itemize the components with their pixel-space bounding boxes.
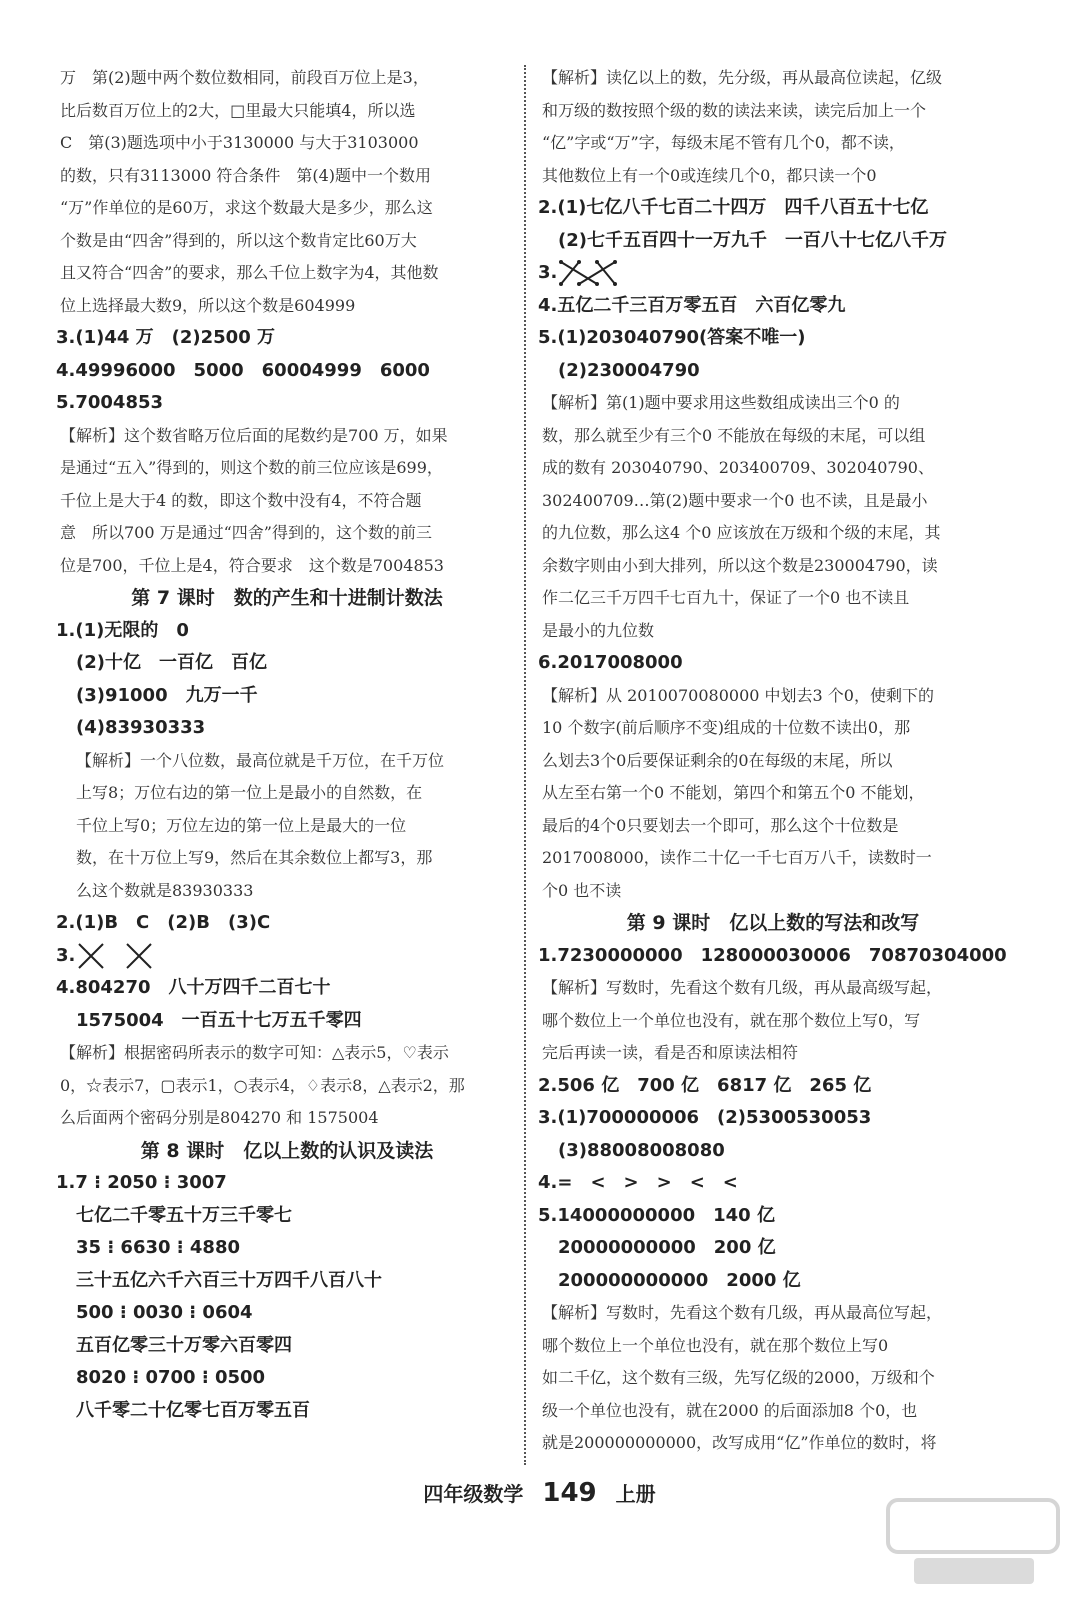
- answer-line: 200000000000 2000 亿: [558, 1269, 801, 1291]
- answer-line: (2)十亿 一百亿 百亿: [76, 652, 267, 673]
- analysis-line: 【解析】写数时，先看这个数有几级，再从最高级写起，: [542, 978, 943, 997]
- footer-volume: 上册: [615, 1482, 656, 1506]
- analysis-line: 10 个数字(前后顺序不变)组成的十位数不读出0，那: [542, 718, 911, 737]
- analysis-line: 级一个单位也没有，就在2000 的后面添加8 个0，也: [542, 1400, 918, 1420]
- answer-line: 五百亿零三十万零六百零四: [76, 1334, 292, 1356]
- answer-line: 2.(1)B C (2)B (3)C: [56, 912, 271, 933]
- answer-line: 三十五亿六千六百三十万四千八百八十: [76, 1269, 382, 1291]
- analysis-line: 个0 也不读: [542, 880, 622, 900]
- analysis-line: 么这个数就是83930333: [76, 880, 254, 900]
- analysis-line: 是最小的九位数: [542, 620, 655, 640]
- answer-line: 8020 ⁝ 0700 ⁝ 0500: [76, 1367, 266, 1388]
- answer-line: 4.49996000 5000 60004999 6000: [56, 359, 430, 381]
- analysis-line: 意 所以700 万是通过“四舍”得到的，这个数的前三: [60, 523, 432, 542]
- matching-lines-diagram: [557, 258, 627, 288]
- analysis-line: 【解析】写数时，先看这个数有几级，再从最高位写起，: [542, 1303, 943, 1322]
- page-number: 149: [542, 1478, 597, 1508]
- matching-lines-diagram: [75, 941, 175, 971]
- analysis-line: 和万级的数按照个级的数的读法来读，读完后加上一个: [542, 100, 927, 120]
- answer-line: 6.2017008000: [538, 652, 683, 673]
- answer-line: 35 ⁝ 6630 ⁝ 4880: [76, 1237, 240, 1258]
- analysis-line: 的数，只有3113000 符合条件 第(4)题中一个数用: [60, 165, 432, 185]
- answer-line: 5.14000000000 140 亿: [538, 1204, 775, 1226]
- answer-line: 八千零二十亿零七百万零五百: [76, 1399, 310, 1421]
- answer-line: 4.804270 八十万四千二百七十: [56, 977, 331, 998]
- answer-line: 500 ⁝ 0030 ⁝ 0604: [76, 1302, 253, 1323]
- answer-line: 5.(1)203040790(答案不唯一): [538, 327, 806, 348]
- answer-line: 七亿二千零五十万三千零七: [76, 1204, 292, 1226]
- matching-label: 3.: [56, 944, 76, 966]
- analysis-line: 么后面两个密码分别是804270 和 1575004: [60, 1108, 379, 1127]
- analysis-line: 上写8；万位右边的第一位上是最小的自然数，在: [76, 783, 423, 802]
- analysis-line: 从左至右第一个0 不能划，第四个和第五个0 不能划，: [542, 783, 925, 802]
- answer-line: (3)91000 九万一千: [76, 684, 258, 706]
- matching-answer: [538, 257, 1008, 290]
- analysis-line: 完后再读一读，看是否和原读法相符: [542, 1043, 799, 1062]
- answer-line: (3)88008008080: [558, 1139, 725, 1161]
- analysis-line: “亿”字或“万”字，每级末尾不管有几个0，都不读，: [542, 133, 905, 152]
- analysis-line: 其他数位上有一个0或连续几个0，都只读一个0: [542, 165, 877, 185]
- answer-line: 1.7230000000 128000030006 70870304000: [538, 944, 1007, 966]
- footer-grade: 四年级数学: [423, 1482, 524, 1506]
- answer-line: (2)七千五百四十一万九千 一百八十七亿八千万: [558, 229, 947, 251]
- analysis-line: 位是700，千位上是4，符合要求 这个数是7004853: [60, 555, 444, 575]
- analysis-line: “万”作单位的是60万，求这个数最大是多少，那么这: [60, 198, 433, 217]
- analysis-line: 数，那么就至少有三个0 不能放在每级的末尾，可以组: [542, 425, 926, 445]
- lesson-heading: 第 7 课时 数的产生和十进制计数法: [131, 587, 443, 609]
- answer-line: 5.7004853: [56, 392, 164, 413]
- answer-line: 4.五亿二千三百万零五百 六百亿零九: [538, 294, 846, 316]
- analysis-line: 2017008000，读作二十亿一千七百万八千，读数时一: [542, 848, 932, 867]
- analysis-line: 【解析】根据密码所表示的数字可知：△表示5，♡表示: [60, 1043, 449, 1062]
- answer-line: 2.506 亿 700 亿 6817 亿 265 亿: [538, 1074, 872, 1096]
- analysis-line: 万 第(2)题中两个数位数相同，前段百万位上是3，: [60, 68, 429, 87]
- left-column: [56, 62, 518, 1427]
- answer-line: 3.(1)700000006 (2)5300530053: [538, 1107, 872, 1128]
- answer-line: 1575004 一百五十七万五千零四: [76, 1009, 362, 1031]
- analysis-line: 0，☆表示7，▢表示1，○表示4，♢表示8，△表示2，那: [60, 1075, 465, 1095]
- analysis-line: 个数是由“四舍”得到的，所以这个数肯定比60万大: [60, 230, 417, 250]
- analysis-line: 【解析】读亿以上的数，先分级，再从最高位读起，亿级: [542, 68, 943, 87]
- lesson-heading: 第 9 课时 亿以上数的写法和改写: [626, 912, 920, 934]
- answer-line: 4.= < > > < <: [538, 1172, 738, 1193]
- analysis-line: 比后数百万位上的2大，□里最大只能填4，所以选: [60, 100, 416, 120]
- analysis-line: 位上选择最大数9，所以这个数是604999: [60, 295, 356, 315]
- answer-line: 20000000000 200 亿: [558, 1237, 776, 1258]
- right-column: [538, 62, 1008, 1460]
- analysis-line: 的九位数，那么这4 个0 应该放在万级和个级的末尾，其: [542, 523, 941, 542]
- analysis-line: 就是200000000000，改写成用“亿”作单位的数时，将: [542, 1433, 937, 1452]
- analysis-line: 【解析】一个八位数，最高位就是千万位，在千万位: [76, 750, 445, 770]
- analysis-line: 千位上是大于4 的数，即这个数中没有4，不符合题: [60, 490, 422, 510]
- analysis-line: 最后的4个0只要划去一个即可，那么这个十位数是: [542, 815, 899, 835]
- matching-answer: [56, 940, 518, 973]
- answer-line: 3.(1)44 万 (2)2500 万: [56, 327, 275, 348]
- analysis-line: 【解析】从 2010070080000 中划去3 个0，使剩下的: [542, 685, 934, 705]
- analysis-line: 如二千亿，这个数有三级，先写亿级的2000，万级和个: [542, 1368, 935, 1387]
- analysis-line: 且又符合“四舍”的要求，那么千位上数字为4，其他数: [60, 263, 439, 282]
- answer-line: (2)230004790: [558, 359, 700, 381]
- answer-line: 2.(1)七亿八千七百二十四万 四千八百五十七亿: [538, 197, 929, 218]
- lesson-heading: 第 8 课时 亿以上数的认识及读法: [140, 1139, 434, 1162]
- analysis-line: 【解析】第(1)题中要求用这些数组成读出三个0 的: [542, 393, 900, 412]
- answer-line: 1.7 ⁝ 2050 ⁝ 3007: [56, 1172, 227, 1193]
- analysis-line: 数，在十万位上写9，然后在其余数位上都写3，那: [76, 848, 433, 867]
- analysis-line: 成的数有 203040790、203400709、302040790、: [542, 458, 934, 477]
- answer-line: 1.(1)无限的 0: [56, 619, 189, 641]
- analysis-line: 千位上写0；万位左边的第一位上是最大的一位: [76, 815, 407, 835]
- analysis-line: 余数字则由小到大排列，所以这个数是230004790，读: [542, 555, 938, 575]
- analysis-line: 是通过“五入”得到的，则这个数的前三位应该是699，: [60, 458, 443, 477]
- analysis-line: 哪个数位上一个单位也没有，就在那个数位上写0，写: [542, 1010, 921, 1030]
- column-divider: [524, 65, 526, 1465]
- analysis-line: 【解析】这个数省略万位后面的尾数约是700 万，如果: [60, 425, 448, 445]
- analysis-line: 么划去3个0后要保证剩余的0在每级的末尾，所以: [542, 750, 893, 770]
- analysis-line: 哪个数位上一个单位也没有，就在那个数位上写0: [542, 1335, 889, 1355]
- analysis-line: C 第(3)题选项中小于3130000 与大于3103000: [60, 133, 419, 152]
- watermark-logo: [884, 1492, 1064, 1592]
- answer-line: (4)83930333: [76, 717, 206, 738]
- matching-label: 3.: [538, 262, 558, 283]
- analysis-line: 302400709…第(2)题中要求一个0 也不读，且是最小: [542, 490, 928, 510]
- analysis-line: 作二亿三千万四千七百九十，保证了一个0 也不读且: [542, 588, 910, 607]
